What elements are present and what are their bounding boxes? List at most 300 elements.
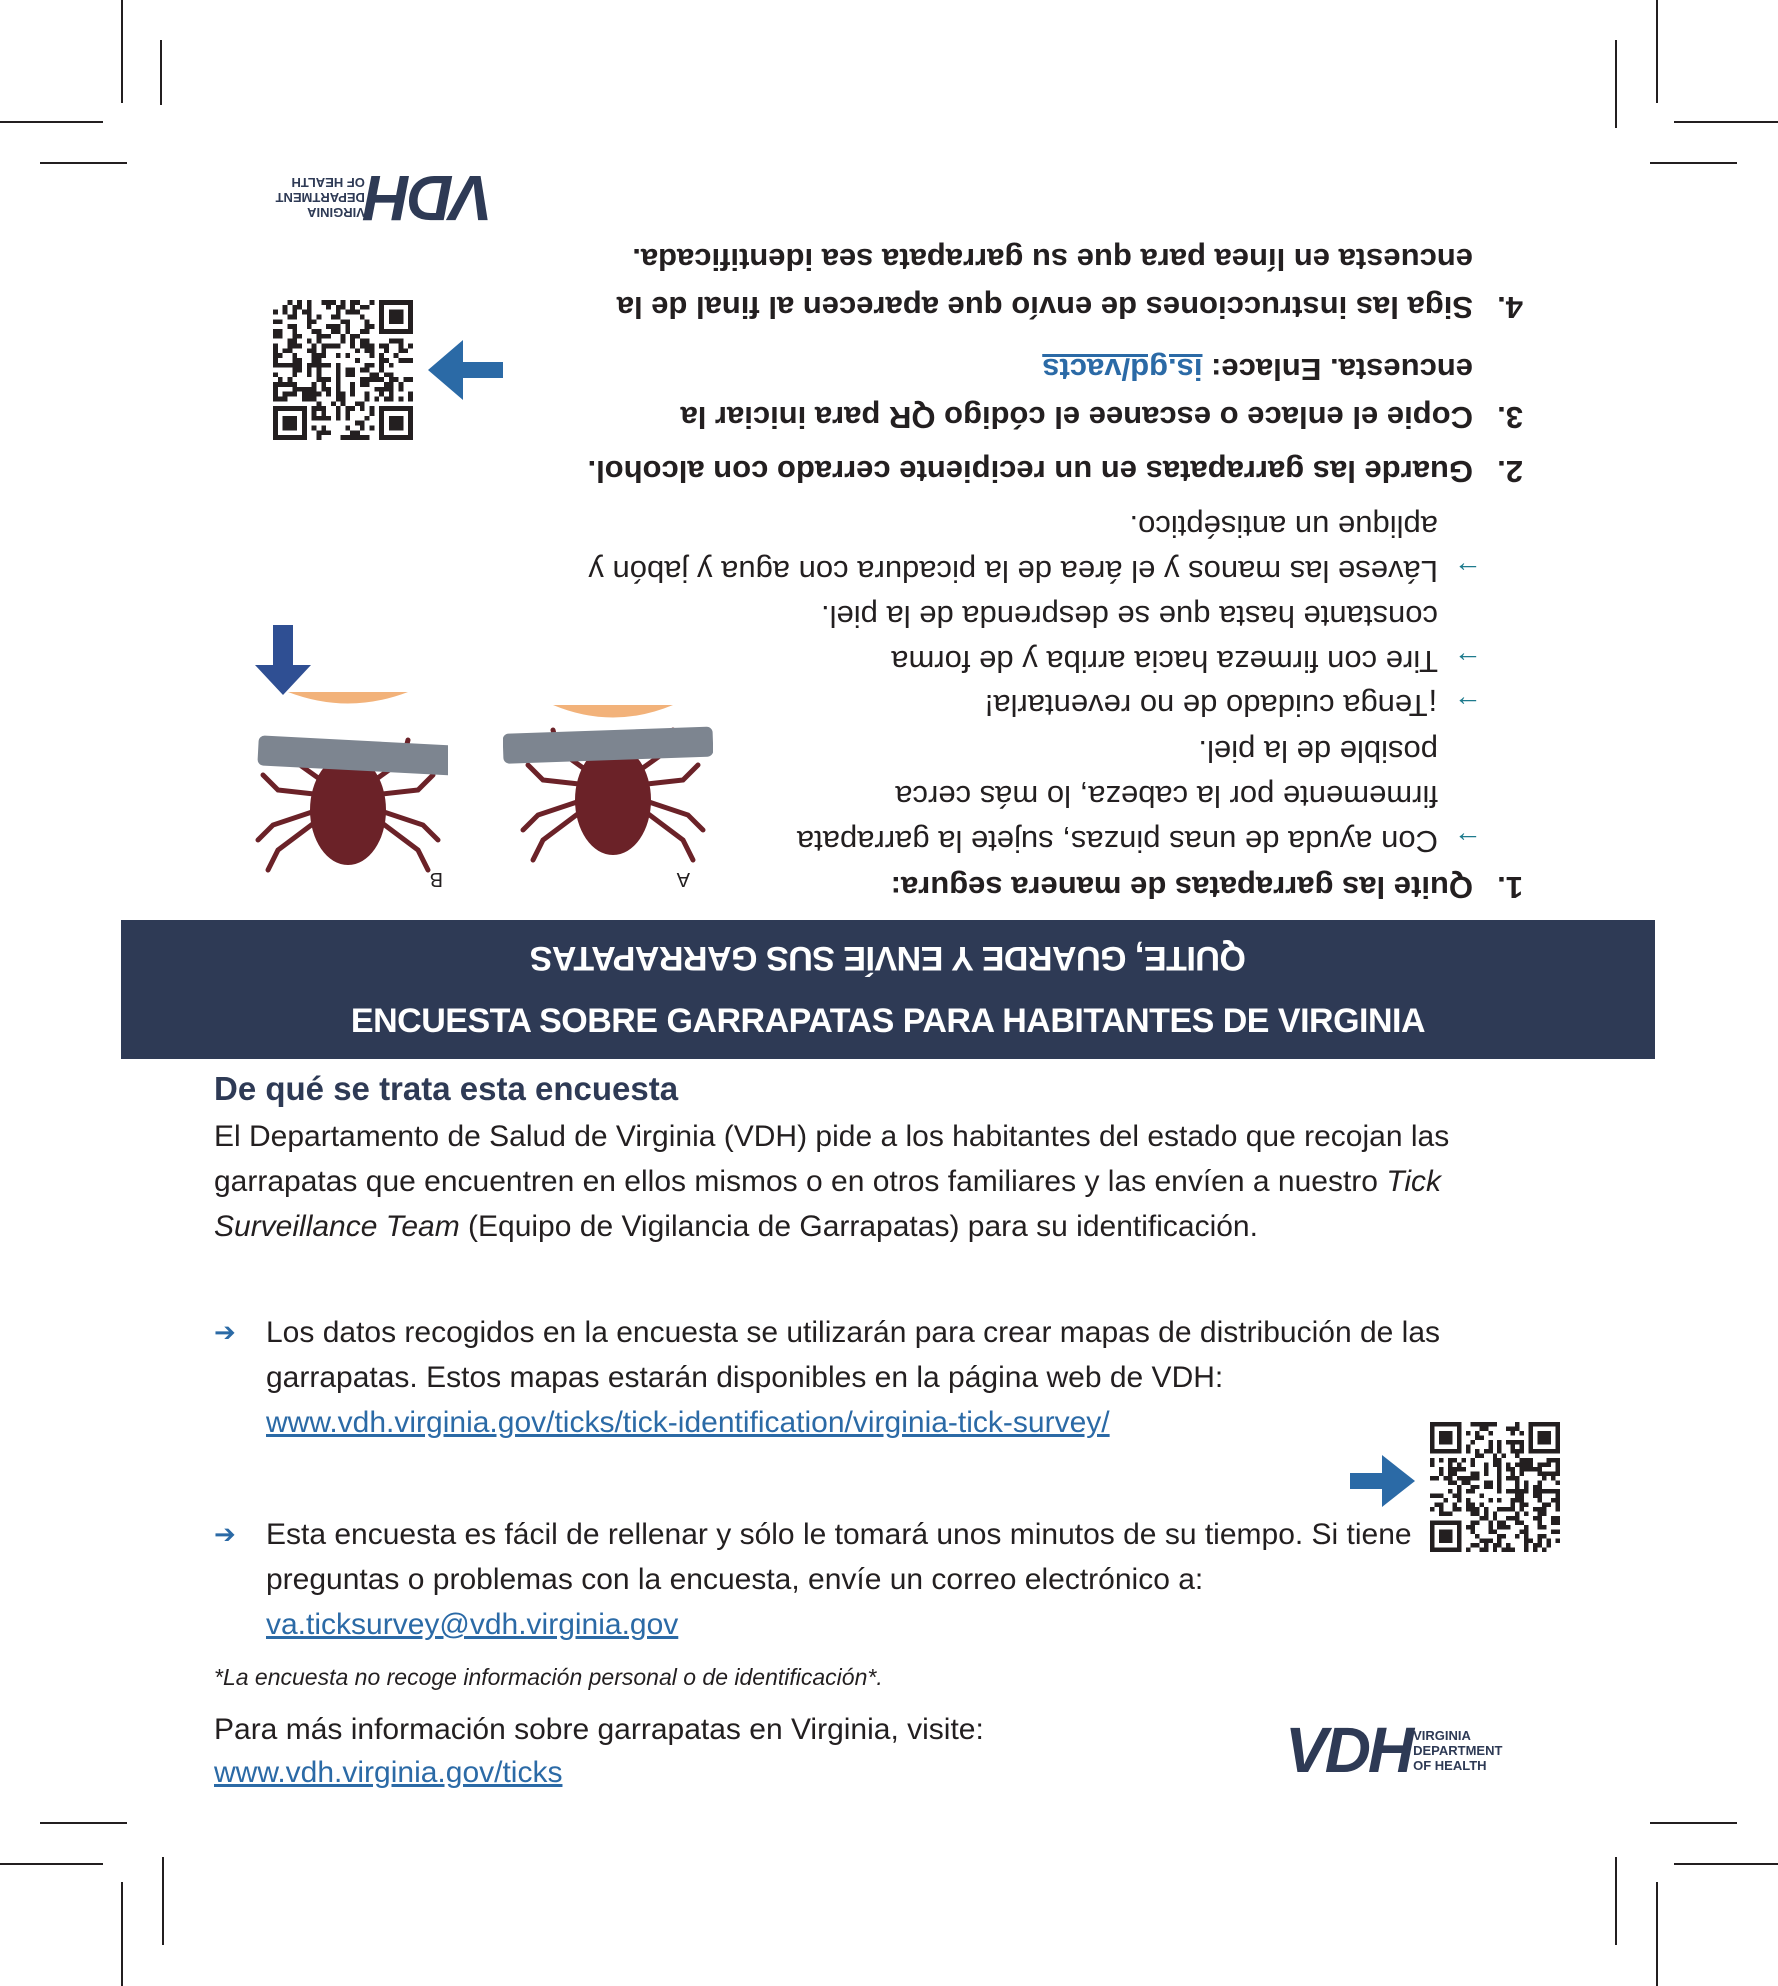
qr-module bbox=[1475, 1422, 1479, 1426]
qr-finder bbox=[1439, 1431, 1452, 1444]
qr-module bbox=[341, 339, 346, 344]
qr-module bbox=[1556, 1480, 1560, 1484]
qr-module bbox=[292, 392, 297, 397]
qr-module bbox=[1497, 1521, 1501, 1525]
qr-module bbox=[1515, 1534, 1519, 1538]
qr-module bbox=[307, 397, 312, 402]
qr-module bbox=[278, 334, 283, 339]
qr-module bbox=[316, 339, 321, 344]
qr-module bbox=[307, 324, 312, 329]
qr-module bbox=[1520, 1462, 1524, 1466]
qr-module bbox=[1475, 1431, 1479, 1435]
qr-module bbox=[1448, 1476, 1452, 1480]
qr-module bbox=[408, 343, 413, 348]
qr-module bbox=[1515, 1462, 1519, 1466]
qr-module bbox=[1556, 1539, 1560, 1543]
qr-module bbox=[1470, 1521, 1474, 1525]
qr-module bbox=[1497, 1440, 1501, 1444]
qr-module bbox=[350, 382, 355, 387]
qr-module bbox=[379, 353, 384, 358]
arrow-bullet-icon: ➔ bbox=[214, 1519, 236, 1549]
qr-module bbox=[1488, 1539, 1492, 1543]
qr-module bbox=[1538, 1480, 1542, 1484]
qr-module bbox=[1520, 1503, 1524, 1507]
more-info: Para más información sobre garrapatas en Virginia, visite: www.vdh.virginia.gov/ticks bbox=[214, 1713, 984, 1789]
qr-module bbox=[312, 397, 317, 402]
qr-module bbox=[321, 426, 326, 431]
qr-module bbox=[379, 377, 384, 382]
qr-module bbox=[360, 339, 365, 344]
substep: → Tire con firmeza hacia arriba y de forma constante hasta que se desprenda de la piel. bbox=[821, 594, 1438, 684]
qr-module bbox=[389, 372, 394, 377]
qr-module bbox=[292, 343, 297, 348]
qr-module bbox=[1493, 1453, 1497, 1457]
qr-module bbox=[1506, 1525, 1510, 1529]
qr-module bbox=[1511, 1426, 1515, 1430]
qr-module bbox=[1524, 1458, 1528, 1462]
qr-module bbox=[1511, 1548, 1515, 1552]
tick-survey-link[interactable]: www.vdh.virginia.gov/ticks/tick-identification/virginia-tick-survey/ bbox=[266, 1406, 1110, 1439]
qr-module bbox=[370, 363, 375, 368]
qr-module bbox=[1448, 1458, 1452, 1462]
qr-module bbox=[408, 377, 413, 382]
qr-module bbox=[1524, 1548, 1528, 1552]
qr-module bbox=[1479, 1503, 1483, 1507]
qr-module bbox=[1524, 1503, 1528, 1507]
qr-module bbox=[1493, 1530, 1497, 1534]
qr-module bbox=[321, 300, 326, 305]
qr-module bbox=[355, 358, 360, 363]
qr-module bbox=[350, 339, 355, 344]
qr-module bbox=[1466, 1498, 1470, 1502]
qr-module bbox=[1511, 1489, 1515, 1493]
qr-module bbox=[1452, 1507, 1456, 1511]
qr-module bbox=[1470, 1543, 1474, 1547]
qr-module bbox=[1497, 1467, 1501, 1471]
qr-module bbox=[1493, 1548, 1497, 1552]
qr-module bbox=[321, 334, 326, 339]
qr-module bbox=[1556, 1507, 1560, 1511]
qr-module bbox=[1434, 1494, 1438, 1498]
qr-module bbox=[399, 339, 404, 344]
qr-module bbox=[1529, 1539, 1533, 1543]
qr-module bbox=[360, 314, 365, 319]
qr-module bbox=[1430, 1476, 1434, 1480]
qr-module bbox=[1452, 1494, 1456, 1498]
qr-module bbox=[292, 305, 297, 310]
qr-module bbox=[1520, 1458, 1524, 1462]
qr-module bbox=[297, 358, 302, 363]
qr-module bbox=[1515, 1494, 1519, 1498]
qr-module bbox=[307, 300, 312, 305]
qr-module bbox=[312, 416, 317, 421]
qr-module bbox=[350, 430, 355, 435]
qr-module bbox=[399, 348, 404, 353]
qr-module bbox=[1506, 1440, 1510, 1444]
qr-module bbox=[360, 421, 365, 426]
qr-module bbox=[1506, 1489, 1510, 1493]
qr-module bbox=[1493, 1543, 1497, 1547]
qr-module bbox=[1533, 1485, 1537, 1489]
qr-module bbox=[312, 348, 317, 353]
qr-module bbox=[1466, 1489, 1470, 1493]
qr-module bbox=[379, 368, 384, 373]
step-title: Quite las garrapatas de manera segura: bbox=[890, 870, 1473, 905]
qr-module bbox=[1493, 1512, 1497, 1516]
qr-module bbox=[321, 406, 326, 411]
qr-module bbox=[1515, 1480, 1519, 1484]
qr-module bbox=[336, 411, 341, 416]
qr-module bbox=[1524, 1530, 1528, 1534]
qr-module bbox=[1479, 1435, 1483, 1439]
short-survey-link[interactable]: is.gd/vacts bbox=[1042, 352, 1203, 387]
qr-module bbox=[1448, 1512, 1452, 1516]
qr-module bbox=[1538, 1471, 1542, 1475]
qr-module bbox=[1452, 1458, 1456, 1462]
qr-module bbox=[1470, 1422, 1474, 1426]
qr-module bbox=[1470, 1507, 1474, 1511]
qr-module bbox=[1488, 1422, 1492, 1426]
qr-module bbox=[297, 300, 302, 305]
qr-module bbox=[1520, 1507, 1524, 1511]
qr-module bbox=[1497, 1485, 1501, 1489]
qr-module bbox=[307, 339, 312, 344]
qr-module bbox=[1515, 1449, 1519, 1453]
qr-module bbox=[336, 387, 341, 392]
qr-module bbox=[336, 343, 341, 348]
qr-module bbox=[408, 358, 413, 363]
qr-module bbox=[1515, 1516, 1519, 1520]
ticks-info-link[interactable]: www.vdh.virginia.gov/ticks bbox=[214, 1756, 563, 1789]
qr-module bbox=[1448, 1480, 1452, 1484]
qr-finder bbox=[1538, 1431, 1551, 1444]
figure-label-b: B bbox=[429, 868, 443, 890]
qr-module bbox=[336, 397, 341, 402]
qr-module bbox=[370, 426, 375, 431]
qr-module bbox=[297, 334, 302, 339]
qr-module bbox=[345, 406, 350, 411]
qr-module bbox=[1443, 1512, 1447, 1516]
qr-module bbox=[1497, 1539, 1501, 1543]
qr-module bbox=[1506, 1476, 1510, 1480]
qr-module bbox=[297, 368, 302, 373]
qr-module bbox=[365, 305, 370, 310]
qr-module bbox=[307, 387, 312, 392]
qr-module bbox=[360, 329, 365, 334]
qr-module bbox=[1502, 1507, 1506, 1511]
qr-module bbox=[1542, 1476, 1546, 1480]
substep: → Lávese las manos y el área de la picadura con agua y jabón y aplique un antiséptico. bbox=[588, 504, 1438, 594]
qr-module bbox=[1430, 1462, 1434, 1466]
qr-module bbox=[1497, 1543, 1501, 1547]
qr-module bbox=[355, 310, 360, 315]
qr-module bbox=[292, 382, 297, 387]
qr-module bbox=[1551, 1521, 1555, 1525]
qr-module bbox=[1556, 1498, 1560, 1502]
qr-module bbox=[278, 363, 283, 368]
qr-module bbox=[331, 343, 336, 348]
qr-module bbox=[1551, 1476, 1555, 1480]
qr-module bbox=[1511, 1431, 1515, 1435]
qr-module bbox=[273, 353, 278, 358]
qr-module bbox=[394, 353, 399, 358]
qr-module bbox=[278, 382, 283, 387]
qr-module bbox=[355, 430, 360, 435]
qr-module bbox=[360, 426, 365, 431]
qr-module bbox=[345, 435, 350, 440]
qr-module bbox=[336, 377, 341, 382]
qr-module bbox=[312, 392, 317, 397]
qr-module bbox=[326, 392, 331, 397]
qr-module bbox=[326, 300, 331, 305]
qr-module bbox=[1556, 1494, 1560, 1498]
qr-module bbox=[370, 377, 375, 382]
qr-module bbox=[1497, 1444, 1501, 1448]
qr-module bbox=[365, 416, 370, 421]
qr-module bbox=[408, 397, 413, 402]
qr-module bbox=[1551, 1458, 1555, 1462]
qr-finder bbox=[389, 416, 403, 430]
qr-module bbox=[1457, 1494, 1461, 1498]
qr-module bbox=[321, 430, 326, 435]
qr-module bbox=[360, 368, 365, 373]
qr-module bbox=[1524, 1543, 1528, 1547]
qr-module bbox=[297, 387, 302, 392]
qr-module bbox=[1457, 1498, 1461, 1502]
qr-module bbox=[403, 358, 408, 363]
qr-module bbox=[1475, 1485, 1479, 1489]
qr-module bbox=[1524, 1485, 1528, 1489]
qr-module bbox=[1479, 1453, 1483, 1457]
qr-module bbox=[1551, 1530, 1555, 1534]
qr-module bbox=[1520, 1494, 1524, 1498]
qr-module bbox=[331, 329, 336, 334]
email-link[interactable]: va.ticksurvey@vdh.virginia.gov bbox=[266, 1608, 679, 1641]
qr-module bbox=[331, 300, 336, 305]
qr-module bbox=[1506, 1548, 1510, 1552]
qr-module bbox=[1452, 1503, 1456, 1507]
qr-module bbox=[1551, 1498, 1555, 1502]
qr-module bbox=[326, 334, 331, 339]
qr-module bbox=[1466, 1431, 1470, 1435]
qr-module bbox=[292, 353, 297, 358]
qr-module bbox=[331, 314, 336, 319]
banner-title: ENCUESTA SOBRE GARRAPATAS PARA HABITANTES DE VIRGINIA bbox=[350, 1002, 1426, 1040]
arrow-icon: → bbox=[1454, 826, 1482, 857]
qr-module bbox=[370, 406, 375, 411]
qr-module bbox=[1497, 1480, 1501, 1484]
qr-module bbox=[394, 339, 399, 344]
qr-module bbox=[379, 387, 384, 392]
qr-module bbox=[336, 324, 341, 329]
qr-module bbox=[365, 368, 370, 373]
qr-module bbox=[1488, 1444, 1492, 1448]
qr-module bbox=[1533, 1489, 1537, 1493]
qr-module bbox=[273, 387, 278, 392]
qr-module bbox=[370, 300, 375, 305]
qr-module bbox=[1515, 1453, 1519, 1457]
qr-module bbox=[341, 305, 346, 310]
qr-module bbox=[1470, 1476, 1474, 1480]
qr-module bbox=[287, 363, 292, 368]
qr-module bbox=[1493, 1458, 1497, 1462]
qr-module bbox=[355, 435, 360, 440]
qr-module bbox=[326, 324, 331, 329]
qr-module bbox=[1461, 1458, 1465, 1462]
qr-module bbox=[1520, 1498, 1524, 1502]
qr-module bbox=[1533, 1494, 1537, 1498]
qr-module bbox=[1538, 1534, 1542, 1538]
qr-module bbox=[365, 397, 370, 402]
privacy-note: *La encuesta no recoge información personal o de identificación*. bbox=[214, 1664, 883, 1690]
qr-module bbox=[1484, 1516, 1488, 1520]
title-banner bbox=[121, 920, 1655, 1059]
qr-module bbox=[1484, 1467, 1488, 1471]
qr-module bbox=[370, 353, 375, 358]
qr-module bbox=[1556, 1489, 1560, 1493]
qr-module bbox=[1547, 1543, 1551, 1547]
qr-module bbox=[1511, 1440, 1515, 1444]
qr-module bbox=[1538, 1462, 1542, 1466]
qr-module bbox=[1529, 1458, 1533, 1462]
qr-module bbox=[1506, 1462, 1510, 1466]
qr-module bbox=[1538, 1489, 1542, 1493]
qr-module bbox=[1434, 1476, 1438, 1480]
qr-module bbox=[307, 305, 312, 310]
qr-module bbox=[321, 343, 326, 348]
qr-module bbox=[1538, 1507, 1542, 1511]
crop-mark bbox=[1650, 1822, 1737, 1824]
qr-module bbox=[1461, 1480, 1465, 1484]
qr-module bbox=[287, 324, 292, 329]
qr-module bbox=[1533, 1507, 1537, 1511]
qr-module bbox=[365, 329, 370, 334]
qr-module bbox=[384, 343, 389, 348]
qr-module bbox=[1547, 1489, 1551, 1493]
qr-module bbox=[403, 348, 408, 353]
figure-label-a: A bbox=[676, 868, 690, 890]
qr-module bbox=[1457, 1507, 1461, 1511]
qr-module bbox=[312, 411, 317, 416]
qr-module bbox=[273, 329, 278, 334]
crop-mark bbox=[1615, 1857, 1617, 1945]
qr-module bbox=[1538, 1494, 1542, 1498]
pull-direction-arrow-icon bbox=[253, 625, 313, 695]
qr-module bbox=[1511, 1516, 1515, 1520]
qr-module bbox=[312, 426, 317, 431]
qr-module bbox=[287, 300, 292, 305]
qr-module bbox=[312, 358, 317, 363]
arrow-icon: → bbox=[1454, 556, 1482, 587]
qr-module bbox=[1488, 1521, 1492, 1525]
qr-module bbox=[307, 392, 312, 397]
qr-module bbox=[350, 343, 355, 348]
qr-module bbox=[287, 348, 292, 353]
qr-module bbox=[1538, 1498, 1542, 1502]
qr-code[interactable] bbox=[1430, 1422, 1560, 1552]
qr-module bbox=[283, 397, 288, 402]
qr-module bbox=[1497, 1458, 1501, 1462]
qr-module bbox=[321, 377, 326, 382]
qr-module bbox=[1556, 1462, 1560, 1466]
qr-module bbox=[355, 348, 360, 353]
qr-module bbox=[1524, 1534, 1528, 1538]
qr-module bbox=[370, 411, 375, 416]
qr-module bbox=[1484, 1471, 1488, 1475]
qr-module bbox=[370, 324, 375, 329]
qr-module bbox=[1488, 1440, 1492, 1444]
qr-module bbox=[336, 416, 341, 421]
qr-module bbox=[283, 305, 288, 310]
substep: → ¡Tenga cuidado de no reventarla! bbox=[985, 683, 1438, 728]
qr-module bbox=[1488, 1480, 1492, 1484]
qr-module bbox=[302, 397, 307, 402]
qr-module bbox=[1439, 1512, 1443, 1516]
qr-module bbox=[1506, 1507, 1510, 1511]
qr-module bbox=[1475, 1507, 1479, 1511]
qr-module bbox=[336, 310, 341, 315]
qr-module bbox=[1470, 1503, 1474, 1507]
qr-module bbox=[1533, 1516, 1537, 1520]
qr-module bbox=[399, 382, 404, 387]
qr-module bbox=[1515, 1440, 1519, 1444]
qr-module bbox=[287, 339, 292, 344]
qr-module bbox=[1533, 1543, 1537, 1547]
qr-module bbox=[350, 300, 355, 305]
substep: → Con ayuda de unas pinzas, sujete la garrapata firmemente por la cabeza, lo más cerca posible de la piel. bbox=[797, 729, 1438, 864]
qr-module bbox=[1452, 1467, 1456, 1471]
qr-module bbox=[365, 319, 370, 324]
qr-module bbox=[1524, 1480, 1528, 1484]
back-panel-upside-down: 1. Quite las garrapatas de manera segura: → Con ayuda de unas pinzas, sujete la garrapata firmemente por la cabeza, lo más cerca posible de la piel. → ¡Tenga cuidado de no reventarla! → Tire con firmeza hacia arriba y de forma constante hasta que se desprenda de la piel. → Lávese las manos y el área de la picadura con agua y jabón y aplique un antiséptico. 2. Guarde las garrapatas en un recipiente cerrado con alcohol. 3. Copie el enlace o escanee el código QR para iniciar la encuesta. Enlace: is.gd/vacts 4. Siga las instrucciones de envío que aparecen al final de la encuesta en línea para que su garrapata sea identificada. A B VDH VIRGINIA DEPARTMENT OF HEALTH bbox=[0, 0, 1778, 920]
qr-module bbox=[345, 426, 350, 431]
qr-module bbox=[292, 324, 297, 329]
qr-module bbox=[355, 300, 360, 305]
qr-module bbox=[1457, 1489, 1461, 1493]
qr-module bbox=[350, 387, 355, 392]
qr-module bbox=[1502, 1534, 1506, 1538]
qr-module bbox=[350, 392, 355, 397]
qr-module bbox=[1529, 1462, 1533, 1466]
qr-module bbox=[316, 334, 321, 339]
qr-module bbox=[1479, 1516, 1483, 1520]
qr-module bbox=[341, 401, 346, 406]
qr-module bbox=[384, 382, 389, 387]
arrow-right-icon bbox=[428, 340, 503, 400]
qr-module bbox=[1479, 1548, 1483, 1552]
qr-module bbox=[1497, 1489, 1501, 1493]
qr-code[interactable] bbox=[273, 300, 413, 440]
qr-module bbox=[360, 401, 365, 406]
qr-module bbox=[1556, 1458, 1560, 1462]
qr-module bbox=[283, 382, 288, 387]
qr-module bbox=[297, 343, 302, 348]
qr-module bbox=[297, 363, 302, 368]
qr-module bbox=[1556, 1471, 1560, 1475]
qr-module bbox=[312, 329, 317, 334]
qr-module bbox=[374, 397, 379, 402]
qr-module bbox=[283, 363, 288, 368]
qr-module bbox=[1502, 1521, 1506, 1525]
qr-module bbox=[1533, 1548, 1537, 1552]
qr-finder bbox=[283, 416, 297, 430]
qr-module bbox=[1524, 1512, 1528, 1516]
qr-module bbox=[1520, 1467, 1524, 1471]
qr-module bbox=[1556, 1503, 1560, 1507]
qr-module bbox=[292, 372, 297, 377]
qr-module bbox=[316, 372, 321, 377]
qr-module bbox=[1524, 1525, 1528, 1529]
